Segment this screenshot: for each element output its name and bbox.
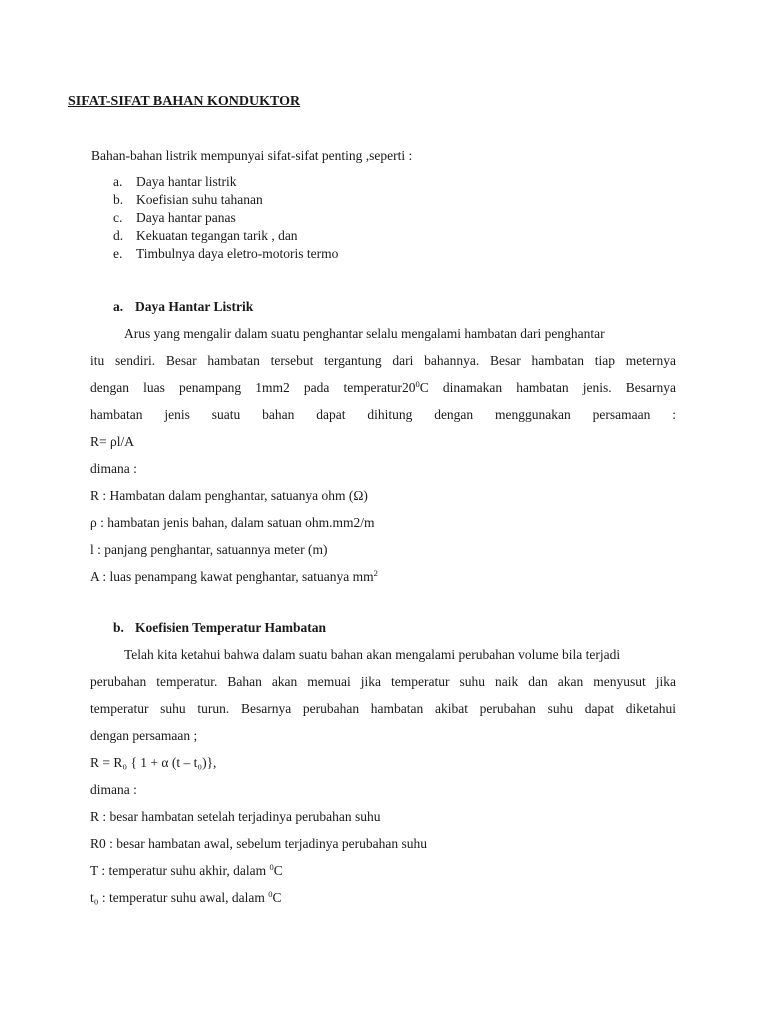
- section-b-heading: b. Koefisien Temperatur Hambatan: [113, 620, 327, 635]
- paragraph-line: hambatan jenis suatu bahan dapat dihitung dengan menggunakan persamaan :: [90, 407, 676, 422]
- paragraph-line: itu sendiri. Besar hambatan tersebut tergantung dari bahannya. Besar hambatan tiap meternya: [90, 353, 676, 368]
- list-item: e. Timbulnya daya eletro-motoris termo: [113, 246, 339, 261]
- document-title: SIFAT-SIFAT BAHAN KONDUKTOR: [68, 94, 301, 109]
- paragraph-line: temperatur suhu turun. Besarnya perubahan hambatan akibat perubahan suhu dapat diketahui: [90, 701, 676, 716]
- formula: R= ρl/A: [90, 434, 134, 449]
- section-a-body: [90, 320, 676, 590]
- intro-text: Bahan-bahan listrik mempunyai sifat-sifat penting ,seperti :: [91, 148, 413, 163]
- definition-T: T : temperatur suhu akhir, dalam $^0$C: [90, 862, 283, 878]
- paragraph-line: dengan persamaan ;: [90, 728, 198, 743]
- paragraph-line: Arus yang mengalir dalam suatu penghantar selalu mengalami hambatan dari penghantar: [124, 326, 605, 341]
- paragraph-line: dengan luas penampang 1mm2 pada $temperatur20^0C$ dinamakan hambatan jenis. Besarnya: [90, 379, 676, 395]
- list-item: b. Koefisian suhu tahanan: [113, 192, 263, 207]
- dimana-label: dimana :: [90, 782, 137, 797]
- definition-l: l : panjang penghantar, satuannya meter (m): [90, 542, 328, 557]
- definition-t0: t₀ : temperatur suhu awal, dalam $^0$C: [90, 889, 282, 905]
- section-a-heading: a. Daya Hantar Listrik: [113, 299, 254, 314]
- paragraph-line: perubahan temperatur. Bahan akan memuai jika temperatur suhu naik dan akan menyusut jika: [90, 674, 676, 689]
- list-item: c. Daya hantar panas: [113, 210, 236, 225]
- formula: R = R₀ { 1 + α (t – t₀)},: [90, 755, 217, 770]
- paragraph-line: Telah kita ketahui bahwa dalam suatu bahan akan mengalami perubahan volume bila terjadi: [124, 647, 621, 662]
- definition-A: A : luas penampang kawat penghantar, satuanya $mm^2$: [90, 568, 378, 584]
- list-item: d. Kekuatan tegangan tarik , dan: [113, 228, 298, 243]
- section-b-body: [90, 641, 676, 911]
- definition-R: R : Hambatan dalam penghantar, satuanya ohm (Ω): [90, 488, 368, 503]
- dimana-label: dimana :: [90, 461, 137, 476]
- definition-rho: ρ : hambatan jenis bahan, dalam satuan ohm.mm2/m: [90, 515, 375, 530]
- definition-R0: R0 : besar hambatan awal, sebelum terjadinya perubahan suhu: [90, 836, 428, 851]
- list-item: a. Daya hantar listrik: [113, 174, 237, 189]
- definition-R: R : besar hambatan setelah terjadinya perubahan suhu: [90, 809, 381, 824]
- property-list: [113, 173, 338, 263]
